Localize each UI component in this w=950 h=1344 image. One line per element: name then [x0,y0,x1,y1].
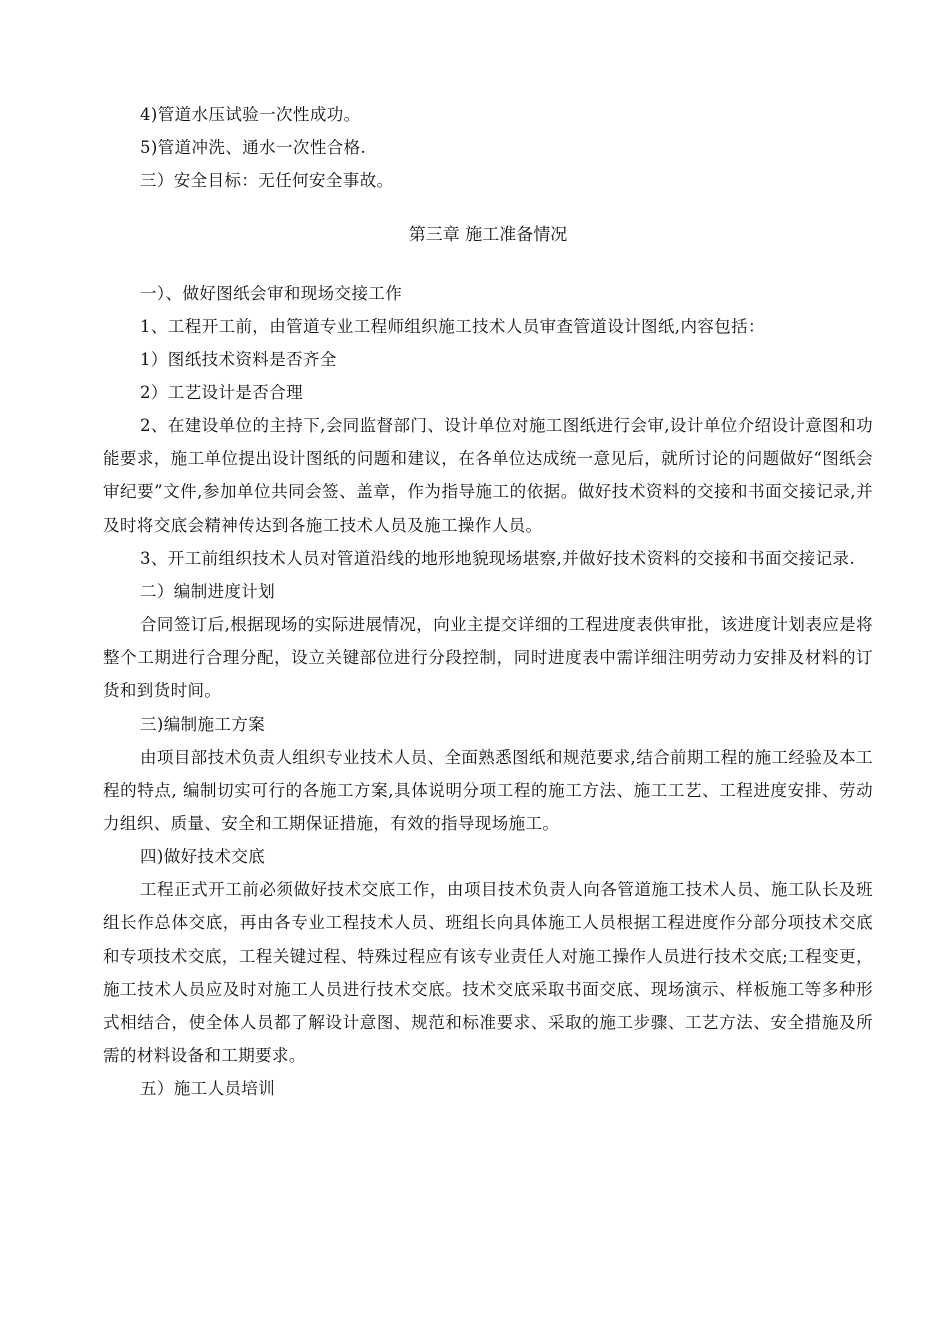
section1-sub-2: 2）工艺设计是否合理 [140,383,303,402]
section-heading-1: 一）、做好图纸会审和现场交接工作 [140,284,403,303]
section1-item-3: 3、开工前组织技术人员对管道沿线的地形地貌现场堪察,并做好技术资料的交接和书面交接记录. [140,548,856,568]
section3-body: 由项目部技术负责人组织专业技术人员、全面熟悉图纸和规范要求,结合前期工程的施工经验及本工程的特点, 编制切实可行的各施工方案,具体说明分项工程的施工方法、施工工艺、工程进度安排、劳动力组织、质量、安全和工期保证措施，有效的指导现场施工。 [103,747,873,834]
section-heading-4: 四)做好技术交底 [140,847,266,867]
section1-sub-1: 1）图纸技术资料是否齐全 [140,350,337,369]
section2-body: 合同签订后,根据现场的实际进展情况，向业主提交详细的工程进度表供审批，该进度计划表应是将整个工期进行合理分配，设立关键部位进行分段控制，同时进度表中需详细注明劳动力安排及材料的订货和到货时间。 [103,615,873,701]
section-heading-5: 五）施工人员培训 [140,1079,276,1099]
section-heading-2: 二）编制进度计划 [140,582,276,602]
section1-item-1: 1、工程开工前，由管道专业工程师组织施工技术人员审查管道设计图纸,内容包括： [140,317,765,336]
chapter-title: 第三章 施工准备情况 [408,225,568,245]
section4-body: 工程正式开工前必须做好技术交底工作，由项目技术负责人向各管道施工技术人员、施工队长及班组长作总体交底，再由各专业工程技术人员、班组长向具体施工人员根据工程进度作分部分项技术交底和专项技术交底，工程关键过程、特殊过程应有该专业责任人对施工操作人员进行技术交底;工程变更，施工技术人员应及时对施工人员进行技术交底。技术交底采取书面交底、现场演示、样板施工等多种形式相结合，使全体人员都了解设计意图、规范和标准要求、采取的施工步骤、工艺方法、安全措施及所需的材料设备和工期要求。 [103,880,873,1066]
goal-line-4: 4)管道水压试验一次性成功。 [140,105,361,124]
goal-line-5: 5)管道冲洗、通水一次性合格. [140,138,367,157]
safety-goal-line: 三）安全目标：无任何安全事故。 [140,171,394,190]
section-heading-3: 三)编制施工方案 [140,714,266,734]
document-page [103,98,873,1105]
section1-item-2: 2、在建设单位的主持下,会同监督部门、设计单位对施工图纸进行会审,设计单位介绍设计意图和功能要求，施工单位提出设计图纸的问题和建议，在各单位达成统一意见后，就所讨论的问题做好“图纸会审纪要”文件,参加单位共同会签、盖章，作为指导施工的依据。做好技术资料的交接和书面交接记录,并及时将交底会精神传达到各施工技术人员及施工操作人员。 [103,416,873,535]
